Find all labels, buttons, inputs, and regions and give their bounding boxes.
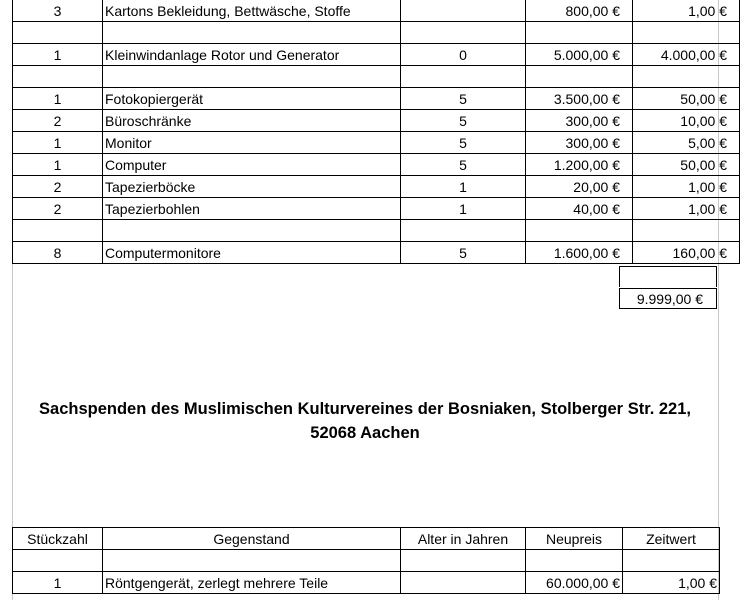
- cell-qty: 2: [13, 110, 103, 132]
- cell-age: [401, 66, 526, 88]
- cell-qty: [13, 66, 103, 88]
- cell-age: 1: [401, 198, 526, 220]
- table-row: [13, 88, 740, 110]
- cell-age: [401, 572, 526, 594]
- cell-age: 5: [401, 110, 526, 132]
- cell-item: Tapezierbohlen: [103, 198, 401, 220]
- total-value-cell: [619, 288, 717, 309]
- cell-qty: [13, 220, 103, 242]
- section-heading-line2: 52068 Aachen: [310, 424, 420, 442]
- cell-age: 5: [401, 154, 526, 176]
- cell-item: [103, 66, 401, 88]
- cell-current-value: 1,00 €: [633, 198, 740, 220]
- cell-current-value: 50,00 €: [633, 154, 740, 176]
- cell-age: 1: [401, 176, 526, 198]
- cell-item: Fotokopiergerät: [103, 88, 401, 110]
- cell-qty: [13, 22, 103, 44]
- cell-current-value: 1,00 €: [633, 176, 740, 198]
- cell-new-price: [526, 550, 623, 572]
- table-row: [13, 132, 740, 154]
- cell-item: Kartons Bekleidung, Bettwäsche, Stoffe: [103, 0, 401, 22]
- cell-age: 5: [401, 88, 526, 110]
- header-item: Gegenstand: [103, 528, 401, 550]
- cell-age: 5: [401, 242, 526, 264]
- section-heading-line1: Sachspenden des Muslimischen Kulturvereines der Bosniaken, Stolberger Str. 221,: [39, 400, 691, 418]
- cell-qty: 1: [13, 132, 103, 154]
- cell-new-price: [526, 66, 633, 88]
- table-row: [13, 220, 740, 242]
- table-row: [13, 0, 740, 22]
- cell-new-price: [526, 220, 633, 242]
- section-heading: [12, 397, 718, 445]
- cell-item: Monitor: [103, 132, 401, 154]
- table-row: [13, 242, 740, 264]
- table-row: [13, 176, 740, 198]
- cell-qty: 1: [13, 88, 103, 110]
- cell-current-value: [633, 220, 740, 242]
- cell-new-price: 5.000,00 €: [526, 44, 633, 66]
- cell-new-price: 20,00 €: [526, 176, 633, 198]
- cell-qty: 2: [13, 198, 103, 220]
- table-row: [13, 154, 740, 176]
- header-new-price: Neupreis: [526, 528, 623, 550]
- table-row: [13, 550, 720, 572]
- cell-age: 5: [401, 132, 526, 154]
- cell-qty: 3: [13, 0, 103, 22]
- cell-item: [103, 22, 401, 44]
- cell-current-value: 4.000,00 €: [633, 44, 740, 66]
- cell-new-price: 3.500,00 €: [526, 88, 633, 110]
- cell-item: Kleinwindanlage Rotor und Generator: [103, 44, 401, 66]
- cell-new-price: 1.200,00 €: [526, 154, 633, 176]
- table-header-row: [13, 528, 720, 550]
- table-row: [13, 572, 720, 594]
- header-age: Alter in Jahren: [401, 528, 526, 550]
- donation-table-1: [12, 0, 740, 264]
- cell-current-value: 160,00 €: [633, 242, 740, 264]
- cell-new-price: 300,00 €: [526, 110, 633, 132]
- table-row: [13, 66, 740, 88]
- cell-current-value: [633, 66, 740, 88]
- cell-new-price: [526, 22, 633, 44]
- cell-new-price: 1.600,00 €: [526, 242, 633, 264]
- cell-qty: 1: [13, 154, 103, 176]
- cell-item: Büroschränke: [103, 110, 401, 132]
- table-row: [13, 44, 740, 66]
- cell-current-value: 1,00 €: [623, 572, 720, 594]
- donation-table-1-body: [13, 0, 740, 264]
- table-row: [13, 110, 740, 132]
- cell-current-value: [633, 22, 740, 44]
- cell-item: Tapezierböcke: [103, 176, 401, 198]
- cell-qty: [13, 550, 103, 572]
- table-row: [13, 22, 740, 44]
- cell-current-value: 10,00 €: [633, 110, 740, 132]
- cell-age: [401, 550, 526, 572]
- cell-item: Röntgengerät, zerlegt mehrere Teile: [103, 572, 401, 594]
- cell-current-value: 5,00 €: [633, 132, 740, 154]
- cell-current-value: 50,00 €: [633, 88, 740, 110]
- header-current-value: Zeitwert: [623, 528, 720, 550]
- cell-qty: 1: [13, 572, 103, 594]
- cell-new-price: 40,00 €: [526, 198, 633, 220]
- cell-current-value: 1,00 €: [633, 0, 740, 22]
- cell-qty: 2: [13, 176, 103, 198]
- cell-item: Computermonitore: [103, 242, 401, 264]
- total-value: 9.999,00 €: [636, 291, 703, 307]
- cell-new-price: 60.000,00 €: [526, 572, 623, 594]
- cell-age: 0: [401, 44, 526, 66]
- donation-table-2-body: [13, 550, 720, 594]
- header-qty: Stückzahl: [13, 528, 103, 550]
- cell-age: [401, 22, 526, 44]
- cell-qty: 8: [13, 242, 103, 264]
- cell-item: [103, 220, 401, 242]
- cell-qty: 1: [13, 44, 103, 66]
- cell-age: [401, 220, 526, 242]
- cell-new-price: 800,00 €: [526, 0, 633, 22]
- table-row: [13, 198, 740, 220]
- donation-table-2: [12, 527, 720, 594]
- cell-item: [103, 550, 401, 572]
- cell-new-price: 300,00 €: [526, 132, 633, 154]
- cell-item: Computer: [103, 154, 401, 176]
- cell-current-value: [623, 550, 720, 572]
- cell-age: [401, 0, 526, 22]
- total-spacer-cell: [619, 266, 717, 287]
